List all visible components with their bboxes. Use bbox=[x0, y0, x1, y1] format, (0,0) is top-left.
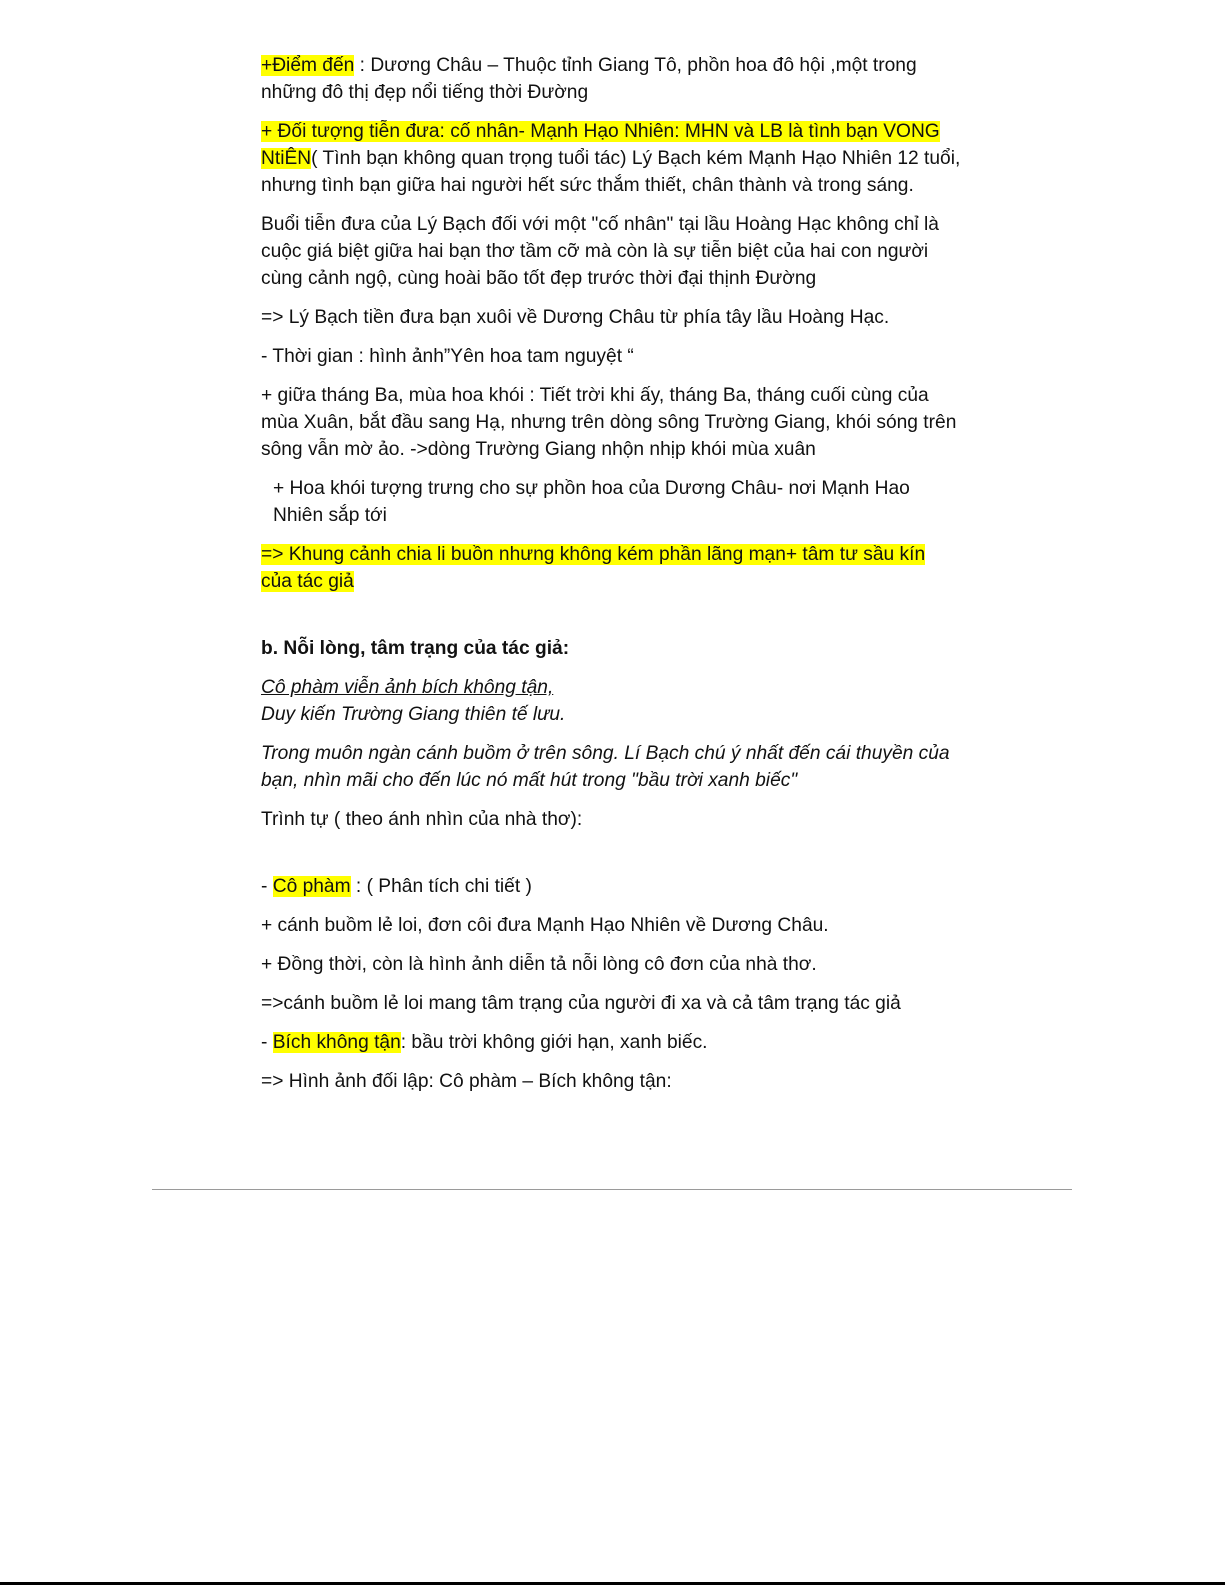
bich-text: : bầu trời không giới hạn, xanh biếc. bbox=[400, 1032, 708, 1053]
paragraph-time: - Thời gian : hình ảnh”Yên hoa tam nguyệt “ bbox=[261, 346, 634, 367]
farewell-target-text: ( Tình bạn không quan trọng tuổi tác) Lý Bạch kém Mạnh Hạo Nhiên 12 tuổi, nhưng tình bạn giữa hai người hết sức thắm thiết, chân thành và trong sáng. bbox=[261, 148, 961, 196]
poem-block bbox=[261, 674, 961, 701]
destination-text: : Dương Châu – Thuộc tỉnh Giang Tô, phồn hoa đô hội ,một trong những đô thị đẹp nổi tiếng thời Đường bbox=[261, 55, 917, 103]
paragraph-farewell-target bbox=[261, 118, 961, 199]
highlight-destination-label: +Điểm đến bbox=[261, 55, 355, 76]
paragraph-sequence: Trình tự ( theo ánh nhìn của nhà thơ): bbox=[261, 809, 583, 830]
poem-line-1: Cô phàm viễn ảnh bích không tận, bbox=[261, 677, 554, 698]
paragraph-third-month: + giữa tháng Ba, mùa hoa khói : Tiết trời khi ấy, tháng Ba, tháng cuối cùng của mùa Xuân, bắt đầu sang Hạ, nhưng trên dòng sông Trường Giang, khói sóng trên sông vẫn mờ ảo. ->dòng Trường Giang nhộn nhịp khói mùa xuân bbox=[261, 385, 957, 460]
co-pham-text: : ( Phân tích chi tiết ) bbox=[350, 876, 532, 897]
document-body bbox=[261, 52, 961, 1107]
section-heading-b: b. Nỗi lòng, tâm trạng của tác giả: bbox=[261, 638, 570, 659]
paragraph-lonely-sail: + cánh buồm lẻ loi, đơn côi đưa Mạnh Hạo Nhiên về Dương Châu. bbox=[261, 915, 829, 936]
poem-line-2: Duy kiến Trường Giang thiên tế lưu. bbox=[261, 704, 566, 725]
paragraph-flower-smoke: + Hoa khói tượng trưng cho sự phồn hoa của Dương Châu- nơi Mạnh Hao Nhiên sắp tới bbox=[273, 478, 910, 526]
paragraph-farewell-meaning: Buổi tiễn đưa của Lý Bạch đối với một "cố nhân" tại lầu Hoàng Hạc không chỉ là cuộc giá biệt giữa hai bạn thơ tầm cỡ mà còn là sự tiễn biệt của hai con người cùng cảnh ngộ, cùng hoài bão tốt đẹp trước thời đại thịnh Đường bbox=[261, 214, 939, 289]
paragraph-contrast: => Hình ảnh đối lập: Cô phàm – Bích không tận: bbox=[261, 1071, 672, 1092]
paragraph-co-pham bbox=[261, 873, 961, 900]
paragraph-conclusion-2 bbox=[261, 541, 961, 595]
highlight-farewell-target: + Đối tượng tiễn đưa: cố nhân- Mạnh Hạo Nhiên: MHN và LB là tình bạn VONG NtiÊN bbox=[261, 121, 940, 169]
paragraph-sail-focus: Trong muôn ngàn cánh buồm ở trên sông. Lí Bạch chú ý nhất đến cái thuyền của bạn, nhìn mãi cho đến lúc nó mất hút trong "bầu trời xanh biếc" bbox=[261, 743, 950, 791]
paragraph-bich-khong-tan bbox=[261, 1029, 961, 1056]
paragraph-conclusion-3: =>cánh buồm lẻ loi mang tâm trạng của người đi xa và cả tâm trạng tác giả bbox=[261, 993, 901, 1014]
paragraph-destination bbox=[261, 52, 961, 106]
page-divider bbox=[152, 1189, 1072, 1190]
highlight-bich-khong-tan: Bích không tận bbox=[272, 1032, 401, 1053]
paragraph-loneliness: + Đồng thời, còn là hình ảnh diễn tả nỗi lòng cô đơn của nhà thơ. bbox=[261, 954, 817, 975]
bich-prefix: - bbox=[261, 1032, 273, 1053]
highlight-co-pham: Cô phàm bbox=[272, 876, 351, 897]
highlight-conclusion-2: => Khung cảnh chia li buồn nhưng không kém phần lãng mạn+ tâm tư sầu kín của tác giả bbox=[261, 544, 926, 592]
paragraph-conclusion-1: => Lý Bạch tiền đưa bạn xuôi về Dương Châu từ phía tây lầu Hoàng Hạc. bbox=[261, 307, 890, 328]
co-pham-prefix: - bbox=[261, 876, 273, 897]
